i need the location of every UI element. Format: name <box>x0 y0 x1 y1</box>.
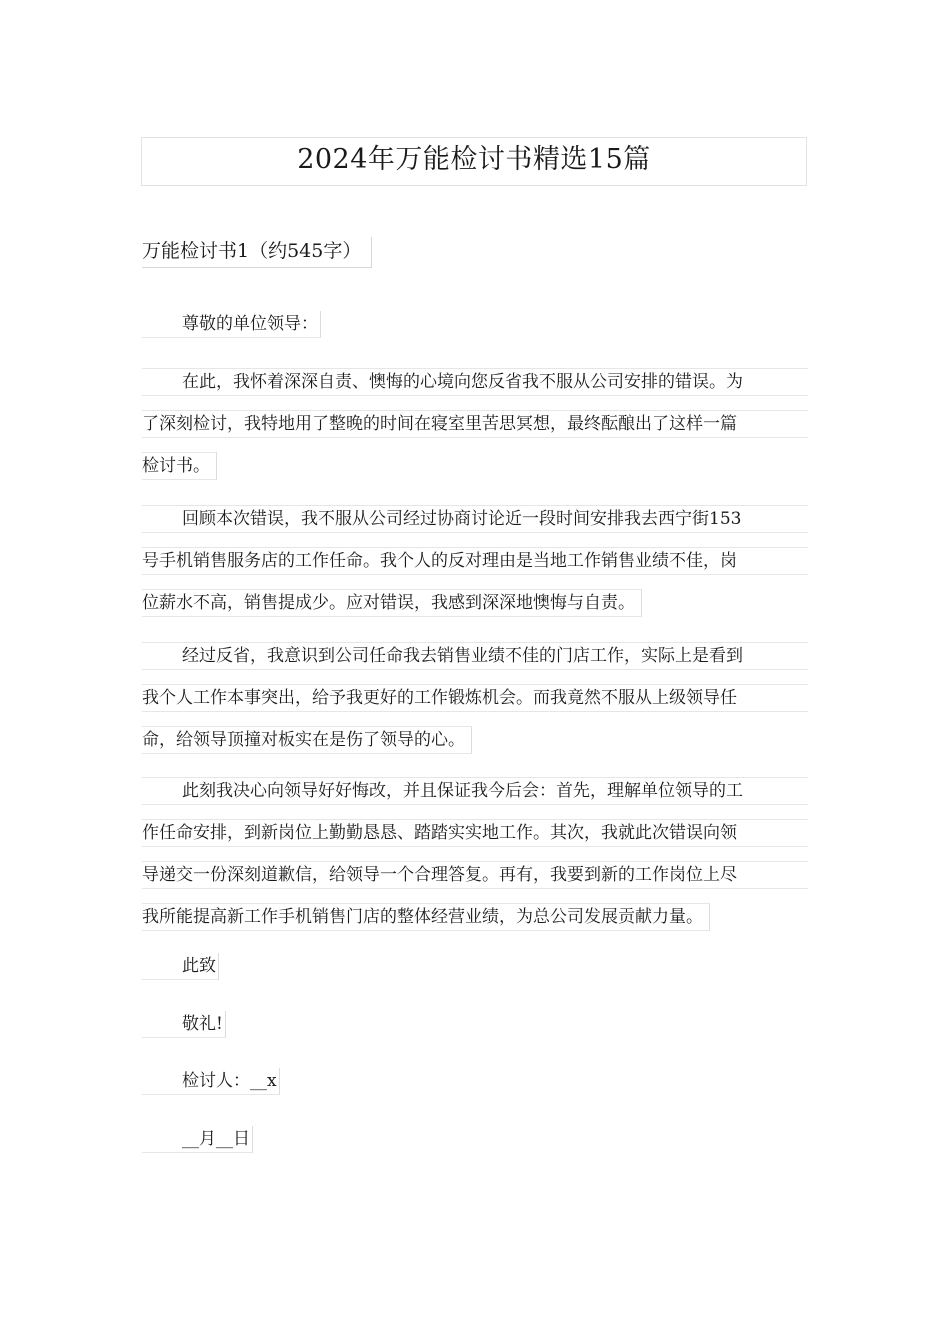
closing-regards: 敬礼! <box>142 1011 226 1038</box>
paragraph-line: 命，给领导顶撞对板实在是伤了领导的心。 <box>142 726 472 754</box>
section-heading: 万能检讨书1（约545字） <box>142 237 372 268</box>
paragraph-line: 回顾本次错误，我不服从公司经过协商讨论近一段时间安排我去西宁街153 <box>142 505 808 533</box>
paragraph-line: 经过反省，我意识到公司任命我去销售业绩不佳的门店工作，实际上是看到 <box>142 642 808 670</box>
signature-line: 检讨人：__x <box>142 1068 280 1095</box>
paragraph-line: 我所能提高新工作手机销售门店的整体经营业绩，为总公司发展贡献力量。 <box>142 903 710 931</box>
paragraph-line: 位薪水不高，销售提成少。应对错误，我感到深深地懊悔与自责。 <box>142 589 642 617</box>
paragraph-1 <box>142 368 808 502</box>
paragraph-line: 此刻我决心向领导好好悔改，并且保证我今后会：首先，理解单位领导的工 <box>142 777 808 805</box>
paragraph-line: 号手机销售服务店的工作任命。我个人的反对理由是当地工作销售业绩不佳，岗 <box>142 547 808 575</box>
date-line: __月__日 <box>142 1126 253 1153</box>
paragraph-line: 检讨书。 <box>142 452 217 480</box>
paragraph-line: 作任命安排，到新岗位上勤勤恳恳、踏踏实实地工作。其次，我就此次错误向领 <box>142 819 808 847</box>
paragraph-line: 在此，我怀着深深自责、懊悔的心境向您反省我不服从公司安排的错误。为 <box>142 368 808 396</box>
paragraph-3 <box>142 642 808 776</box>
closing-salutation: 此致 <box>142 953 219 980</box>
paragraph-4 <box>142 777 808 953</box>
paragraph-2 <box>142 505 808 639</box>
salutation: 尊敬的单位领导： <box>142 311 321 338</box>
paragraph-line: 了深刻检讨，我特地用了整晚的时间在寝室里苦思冥想，最终酝酿出了这样一篇 <box>142 410 808 438</box>
paragraph-line: 我个人工作本事突出，给予我更好的工作锻炼机会。而我竟然不服从上级领导任 <box>142 684 808 712</box>
document-title: 2024年万能检讨书精选15篇 <box>141 137 807 186</box>
paragraph-line: 导递交一份深刻道歉信，给领导一个合理答复。再有，我要到新的工作岗位上尽 <box>142 861 808 889</box>
